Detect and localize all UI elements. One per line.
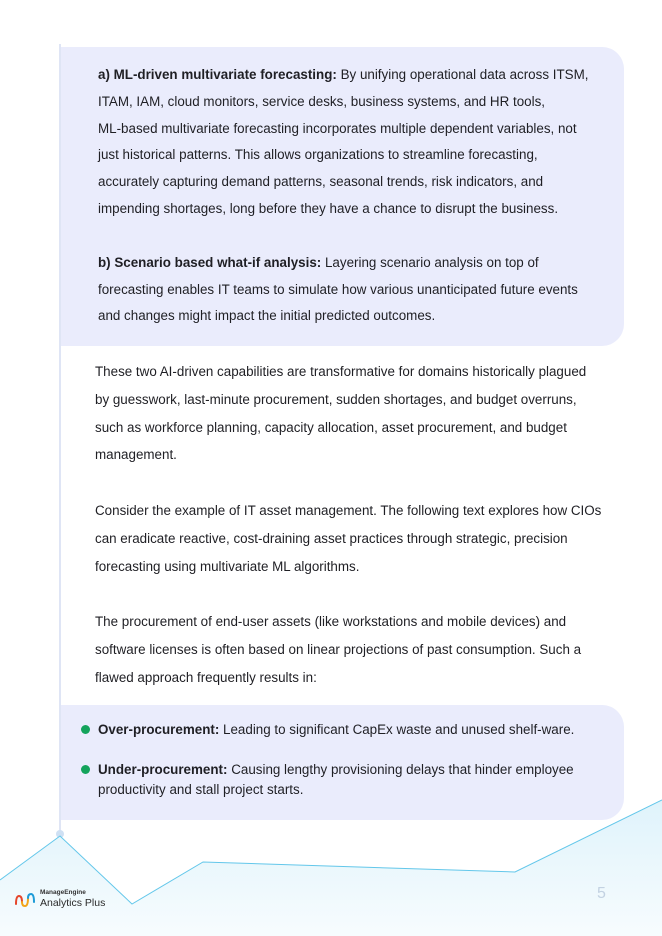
bullet-dot-icon	[81, 765, 90, 774]
analytics-plus-logo-icon	[14, 890, 36, 908]
item-a-line: accurately capturing demand patterns, seasonal trends, risk indicators, and	[98, 174, 544, 190]
body-paragraph-3	[95, 608, 620, 691]
footer-wave-fill	[0, 800, 662, 936]
p2-line: can eradicate reactive, cost-draining asset practices through strategic, precision	[95, 530, 568, 546]
logo-company-text: ManageEngine	[40, 889, 86, 896]
item-b-line: forecasting enables IT teams to simulate how various unanticipated future events	[98, 281, 578, 297]
bullet-line: Leading to significant CapEx waste and unused shelf-ware.	[223, 722, 575, 737]
page-number: 5	[597, 885, 606, 902]
item-a-paragraph	[98, 62, 608, 223]
logo-product-text: Analytics Plus	[40, 896, 106, 909]
body-paragraph-1	[95, 358, 620, 469]
bullet-dot-icon	[81, 725, 90, 734]
item-a-line: impending shortages, long before they have a chance to disrupt the business.	[98, 200, 559, 216]
item-b-heading: b) Scenario based what-if analysis:	[98, 254, 322, 270]
p2-line: Consider the example of IT asset management. The following text explores how CIOs	[95, 503, 602, 518]
p3-line: The procurement of end-user assets (like workstations and mobile devices) and	[95, 614, 567, 629]
manageengine-logo	[14, 890, 105, 908]
p1-line: by guesswork, last-minute procurement, sudden shortages, and budget overruns,	[95, 391, 577, 407]
p3-line: flawed approach frequently results in:	[95, 669, 317, 685]
p1-line: These two AI-driven capabilities are transformative for domains historically plagued	[95, 364, 587, 379]
item-b-line: and changes might impact the initial predicted outcomes.	[98, 308, 436, 324]
item-a-line: just historical patterns. This allows organizations to streamline forecasting,	[98, 147, 538, 163]
bullet-line: Causing lengthy provisioning delays that hinder employee	[231, 762, 574, 777]
item-b-paragraph	[98, 250, 608, 330]
bullet-term: Over-procurement:	[98, 722, 220, 737]
item-a-heading: a) ML-driven multivariate forecasting:	[98, 67, 337, 82]
item-b-line: Layering scenario analysis on top of	[324, 254, 539, 270]
list-item	[81, 720, 608, 740]
p1-line: such as workforce planning, capacity allocation, asset procurement, and budget	[95, 419, 567, 435]
item-a-line: By unifying operational data across ITSM,	[340, 67, 589, 82]
bullet-line: productivity and stall project starts.	[98, 782, 304, 797]
item-a-line: ML-based multivariate forecasting incorporates multiple dependent variables, not	[98, 120, 577, 136]
highlight-box-capabilities	[61, 47, 624, 346]
bullet-term: Under-procurement:	[98, 762, 228, 777]
p1-line: management.	[95, 447, 177, 463]
footer-wave-graphic	[0, 780, 662, 936]
p3-line: software licenses is often based on linear projections of past consumption. Such a	[95, 641, 582, 657]
body-paragraph-2	[95, 497, 620, 580]
item-a-line: ITAM, IAM, cloud monitors, service desks, business systems, and HR tools,	[98, 93, 545, 109]
p2-line: forecasting using multivariate ML algorithms.	[95, 558, 360, 574]
